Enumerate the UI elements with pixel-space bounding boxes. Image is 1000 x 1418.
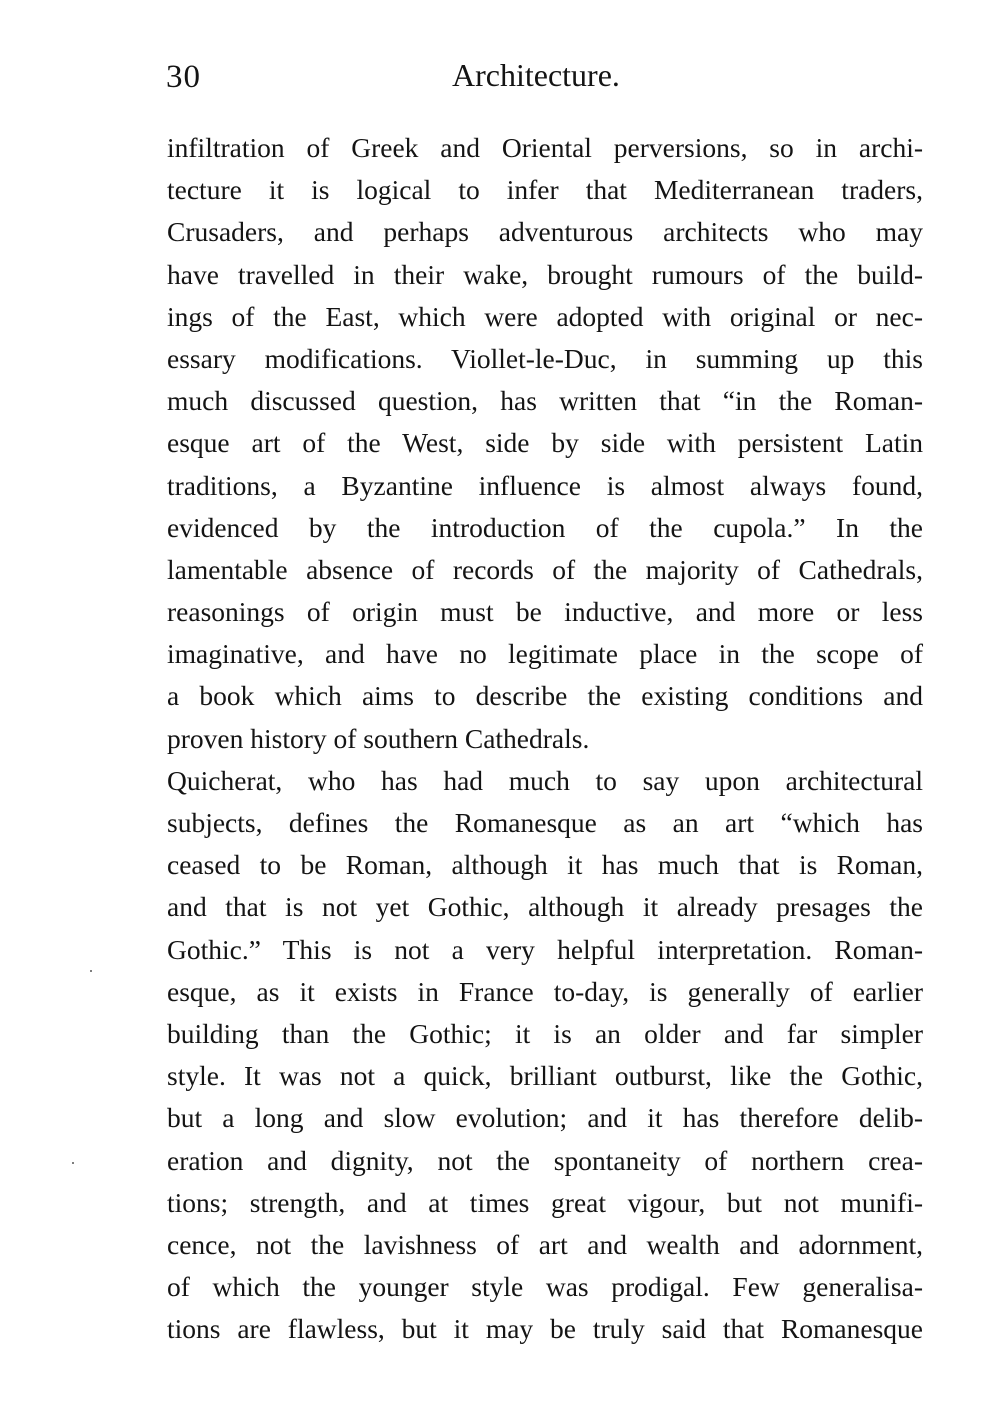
text-line: a book which aims to describe the existing conditions and (167, 680, 923, 712)
text-line: Quicherat, who has had much to say upon architectural (167, 764, 923, 796)
text-line: tecture it is logical to infer that Mediterranean traders, (167, 174, 923, 206)
text-line: esque art of the West, side by side with persistent Latin (167, 427, 923, 459)
text-line: and that is not yet Gothic, although it already presages the (167, 891, 923, 923)
text-line: proven history of southern Cathedrals. (167, 722, 590, 754)
text-line: infiltration of Greek and Oriental perversions, so in archi- (167, 132, 923, 163)
running-head: Architecture. (452, 57, 620, 93)
text-line: tions are flawless, but it may be truly said that Romanesque (167, 1313, 923, 1345)
paragraph-2 (167, 760, 923, 1351)
text-line: esque, as it exists in France to-day, is generally of earlier (167, 975, 923, 1007)
text-line: essary modifications. Viollet-le-Duc, in summing up this (167, 342, 923, 374)
text-line: ceased to be Roman, although it has much that is Roman, (167, 849, 923, 881)
text-line: reasonings of origin must be inductive, and more or less (167, 596, 923, 628)
text-line: Crusaders, and perhaps adventurous architects who may (167, 216, 923, 248)
margin-speck (72, 1162, 74, 1164)
text-line: lamentable absence of records of the majority of Cathedrals, (167, 553, 923, 585)
text-line: but a long and slow evolution; and it has therefore delib- (167, 1102, 923, 1134)
body-text (167, 127, 923, 1350)
text-line: imaginative, and have no legitimate place in the scope of (167, 638, 923, 670)
text-line: eration and dignity, not the spontaneity of northern crea- (167, 1144, 923, 1176)
text-line: much discussed question, has written that “in the Roman- (167, 385, 923, 417)
text-line: traditions, a Byzantine influence is almost always found, (167, 469, 923, 501)
text-line: subjects, defines the Romanesque as an art “which has (167, 807, 923, 838)
text-line: have travelled in their wake, brought rumours of the build- (167, 258, 923, 290)
margin-speck (90, 970, 92, 972)
text-line: style. It was not a quick, brilliant outburst, like the Gothic, (167, 1060, 923, 1092)
text-line: of which the younger style was prodigal. Few generalisa- (167, 1271, 923, 1303)
paragraph-1 (167, 127, 923, 760)
text-line: building than the Gothic; it is an older and far simpler (167, 1017, 923, 1049)
text-line: ings of the East, which were adopted with original or nec- (167, 300, 923, 332)
text-line: Gothic.” This is not a very helpful interpretation. Roman- (167, 933, 923, 965)
page-number: 30 (166, 59, 201, 95)
text-line: tions; strength, and at times great vigour, but not munifi- (167, 1186, 923, 1218)
text-line: cence, not the lavishness of art and wealth and adornment, (167, 1228, 923, 1260)
text-line: evidenced by the introduction of the cupola.” In the (167, 511, 923, 543)
